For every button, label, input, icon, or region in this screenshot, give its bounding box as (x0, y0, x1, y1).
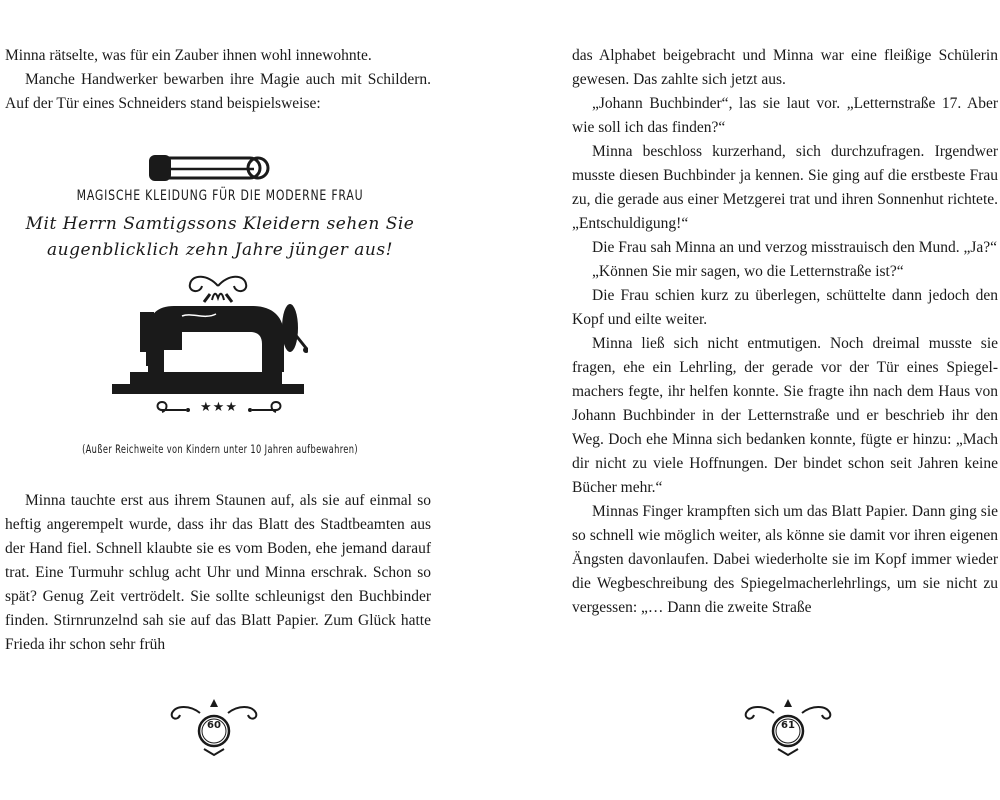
page-number-ornament (738, 697, 838, 757)
paragraph: Minna tauchte erst aus ihrem Staunen auf, als sie auf einmal so heftig angerempelt wurde, dass ihr das Blatt des Stadtbeamten aus der Hand fiel. Schnell klaubte sie es vom Boden, ehe jemand darauf trat. Eine Turmuhr schlug acht Uhr und Minna erschrak. Schon so spät? Genug Zeit vertrödelt. Sie sollte schleunigst den Buchbinder finden. Stirnrunzelnd sah sie auf das Blatt Papier. Zum Glück hatte Frieda ihr schon sehr früh (5, 492, 431, 653)
stars-ornament: ★★★ (200, 400, 238, 415)
sign-script-line: Mit Herrn Samtigssons Kleidern sehen Sie (25, 214, 415, 234)
page-number: 61 (781, 720, 795, 731)
paragraph: Minna beschloss kurzerhand, sich durchzufragen. Irgendwer musste diesen Buchbinder ja kennen. Sie ging auf die erstbeste Frau zu, die gerade aus einer Metzgerei trat und ihren Sonnenhut richtete. „Entschuldigung!“ (572, 143, 998, 232)
page-number: 60 (207, 720, 221, 731)
paragraph: Minna rätselte, was für ein Zauber ihnen wohl innewohnte. (5, 47, 372, 64)
safety-pin-icon (146, 148, 274, 187)
paragraph: „Können Sie mir sagen, wo die Letternstraße ist?“ (592, 263, 904, 280)
right-page (500, 0, 1000, 800)
right-text (572, 44, 998, 620)
paragraph: „Johann Buchbinder“, las sie laut vor. „Letternstraße 17. Aber wie soll ich das finden?“ (572, 95, 998, 136)
paragraph: Manche Handwerker bewarben ihre Magie auch mit Schildern. Auf der Tür eines Schneiders stand beispielsweise: (5, 71, 431, 112)
sign-note: (Außer Reichweite von Kindern unter 10 Jahren aufbewahren) (82, 442, 358, 456)
paragraph: Minnas Finger krampften sich um das Blatt Papier. Dann ging sie so schnell wie möglich weiter, als könne sie damit vor ihren eigenen Ängsten davonlaufen. Dabei wiederholte sie im Kopf immer wieder die Wegbeschreibung des Spiegelmacherlehrlings, um sie nicht zu vergessen: „… Dann die zweite Straße (572, 503, 998, 616)
paragraph: Minna ließ sich nicht entmutigen. Noch dreimal musste sie fragen, ehe ein Lehrling, der gerade vor der Tür eines Spiegelmachers fegte, ihr helfen konnte. Sie fragte ihn nach dem Haus von Johann Buchbinder in der Letternstraße und er beschrieb ihr den Weg. Doch ehe Minna sich bedanken konnte, fügte er hinzu: „Mach dir nicht zu viele Hoffnungen. Der bindet schon seit Jahren keine Bücher mehr.“ (572, 335, 998, 496)
left-top-text (5, 44, 431, 116)
sewing-machine-icon (112, 292, 308, 401)
sign-script-line: augenblicklich zehn Jahre jünger aus! (47, 240, 393, 260)
paragraph: Die Frau sah Minna an und verzog misstrauisch den Mund. „Ja?“ (592, 239, 998, 256)
paragraph: das Alphabet beigebracht und Minna war eine fleißige Schülerin gewesen. Das zahlte sich jetzt aus. (572, 47, 998, 88)
paragraph: Die Frau schien kurz zu überlegen, schüttelte dann jedoch den Kopf und eilte weiter. (572, 287, 998, 328)
page-number-ornament (164, 697, 264, 757)
left-bottom-text (5, 489, 431, 657)
sign-headline: MAGISCHE KLEIDUNG FÜR DIE MODERNE FRAU (76, 188, 364, 204)
